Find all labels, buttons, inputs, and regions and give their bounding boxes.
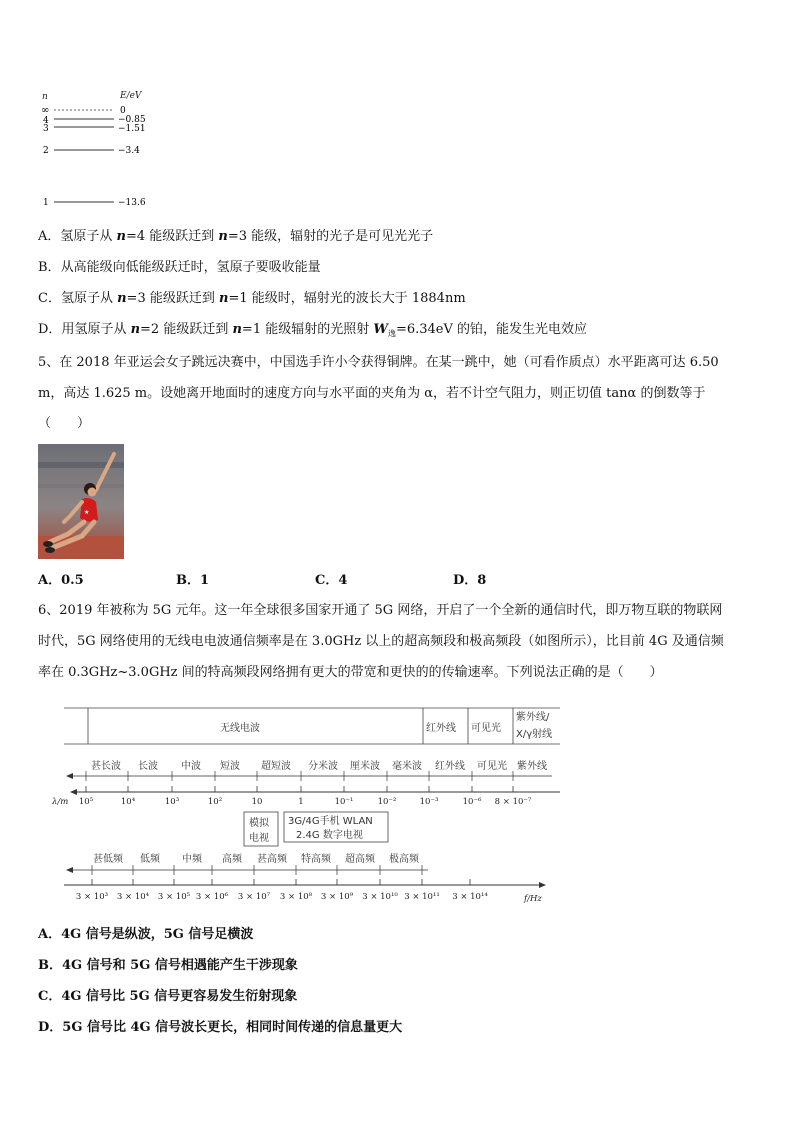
level-e-3: −1.51	[118, 124, 146, 134]
wave-band-label: 紫外线	[517, 761, 547, 772]
em-spectrum-diagram	[40, 700, 560, 905]
lambda-tick-label: 8 × 10⁻⁷	[494, 797, 532, 807]
q6-option-a[interactable]: A．4G 信号是纵波，5G 信号足横波	[38, 927, 254, 942]
lambda-tick-label: 10⁴	[120, 797, 136, 807]
band-visible: 可见光	[471, 723, 501, 734]
band-uv-2: X/γ射线	[516, 729, 553, 740]
wave-band-label: 分米波	[308, 761, 338, 772]
wave-band-label: 甚长波	[91, 761, 121, 772]
q6-option-d[interactable]: D．5G 信号比 4G 信号波长更长，相同时间传递的信息量更大	[38, 1020, 403, 1035]
wave-band-label: 长波	[138, 761, 158, 772]
q5-option-c[interactable]: C．4	[315, 573, 348, 588]
wave-band-label: 厘米波	[350, 761, 380, 772]
freq-band-labels	[66, 852, 428, 875]
long-jump-photo	[38, 444, 124, 559]
option-letter: C．	[38, 291, 61, 306]
freq-tick-label: 3 × 10⁷	[237, 892, 271, 902]
wave-band-label: 中波	[181, 761, 201, 772]
q6-line-1: 6、2019 年被称为 5G 元年。这一年全球很多国家开通了 5G 网络，开启了一个全新的通信时代，即万物互联的物联网	[38, 603, 723, 618]
freq-band-label: 超高频	[345, 854, 375, 865]
var-n: n	[117, 291, 127, 306]
q5-line-1: 5、在 2018 年亚运会女子跳远决赛中，中国选手许小令获得铜牌。在某一跳中，她（可看作质点）水平距离可达 6.50	[38, 355, 719, 370]
freq-tick-label: 3 × 10⁹	[320, 892, 354, 902]
wave-band-label: 短波	[220, 761, 240, 772]
energy-level-svg	[36, 86, 176, 210]
freq-band-label: 低频	[140, 854, 160, 865]
option-text: 用氢原子从	[61, 322, 131, 337]
level-n-4: 4	[43, 116, 49, 126]
option-text: =3 能级，辐射的光子是可见光光子	[227, 229, 434, 244]
option-text: =4 能级跃迁到	[125, 229, 219, 244]
lambda-tick-label: 1	[298, 797, 304, 807]
q4-option-b[interactable]	[38, 260, 321, 276]
wave-band-label: 超短波	[261, 761, 291, 772]
lambda-tick-label: 10⁻²	[377, 797, 397, 807]
var-n: n	[218, 229, 228, 244]
wave-band-label: 红外线	[435, 761, 465, 772]
q5-line-2: m，高达 1.625 m。设她离开地面时的速度方向与水平面的夹角为 α，若不计空气阻力，则正切值 tanα 的倒数等于	[38, 386, 706, 401]
q4-option-a[interactable]	[38, 229, 433, 245]
lambda-tick-label: 10³	[164, 797, 180, 807]
option-text: 氢原子从	[60, 291, 118, 306]
freq-tick-label: 3 × 10⁸	[279, 892, 313, 902]
q5-option-d[interactable]: D．8	[453, 573, 487, 588]
level-n-2: 2	[43, 146, 49, 156]
freq-axis-label: f/Hz	[524, 894, 542, 904]
option-text: =1 能级时，辐射光的波长大于 1884nm	[228, 291, 466, 306]
q5-line-3: （ ）	[38, 416, 91, 431]
q5-option-a[interactable]: A．0.5	[38, 573, 84, 588]
svg-text:★: ★	[84, 509, 90, 516]
freq-tick-label: 3 × 10¹¹	[404, 892, 440, 902]
freq-band-label: 甚低频	[93, 854, 123, 865]
freq-band-label: 甚高频	[257, 854, 287, 865]
energy-axis-label: E/eV	[120, 91, 142, 101]
option-letter: B．	[38, 260, 61, 275]
option-letter: D．	[38, 322, 62, 337]
band-infrared: 红外线	[426, 723, 456, 734]
freq-band-label: 中频	[182, 854, 202, 865]
var-w: W	[373, 322, 388, 337]
freq-ticks	[76, 879, 488, 902]
q6-line-3: 率在 0.3GHz~3.0GHz 间的特高频段网络拥有更大的带宽和更快的的传输速率。下列说法正确的是（ ）	[38, 665, 663, 680]
var-n: n	[116, 229, 126, 244]
level-n-inf: ∞	[41, 105, 50, 116]
q6-option-c[interactable]: C．4G 信号比 5G 信号更容易发生衍射现象	[38, 989, 298, 1004]
q4-option-c[interactable]	[38, 291, 466, 307]
freq-band-label: 特高频	[301, 854, 331, 865]
lambda-tick-label: 10⁻⁶	[462, 797, 482, 807]
q6-option-b[interactable]: B．4G 信号和 5G 信号相遇能产生干涉现象	[38, 958, 298, 973]
lambda-tick-label: 10⁻³	[419, 797, 439, 807]
box-analog-tv-1: 模拟	[249, 818, 269, 829]
option-letter: A．	[38, 229, 61, 244]
level-n-1: 1	[43, 198, 49, 208]
freq-tick-label: 3 × 10¹⁴	[452, 892, 488, 902]
freq-band-label: 极高频	[389, 854, 419, 865]
em-spectrum-svg	[40, 700, 560, 905]
option-text: 氢原子从	[60, 229, 117, 244]
freq-tick-label: 3 × 10⁶	[195, 892, 229, 902]
lambda-tick-label: 10⁻¹	[334, 797, 354, 807]
level-e-1: −13.6	[118, 198, 146, 208]
lambda-tick-label: 10	[251, 797, 263, 807]
freq-tick-label: 3 × 10⁵	[157, 892, 191, 902]
wave-band-label: 毫米波	[392, 761, 422, 772]
box-mobile-2: 2.4G 数字电视	[296, 830, 363, 841]
option-text: =3 能级跃迁到	[126, 291, 219, 306]
level-e-inf: 0	[120, 106, 126, 116]
level-n-3: 3	[43, 124, 49, 134]
band-uv-1: 紫外线/	[516, 712, 550, 723]
option-text: =1 能级辐射的光照射	[241, 322, 374, 337]
box-mobile-1: 3G/4G手机 WLAN	[288, 816, 373, 827]
subscript: 逸	[387, 329, 396, 338]
freq-band-label: 高频	[222, 854, 242, 865]
n-axis-label: n	[42, 92, 48, 102]
var-n: n	[218, 291, 229, 306]
q5-option-b[interactable]: B．1	[176, 573, 210, 588]
long-jump-photo-svg	[38, 444, 124, 559]
level-e-2: −3.4	[118, 146, 140, 156]
lambda-tick-label: 10²	[207, 797, 223, 807]
lambda-tick-label: 10⁵	[78, 797, 94, 807]
freq-tick-label: 3 × 10¹⁰	[362, 892, 398, 902]
var-n: n	[232, 322, 242, 337]
freq-tick-label: 3 × 10³	[75, 892, 109, 902]
option-text: =6.34eV 的铂，能发生光电效应	[395, 322, 588, 337]
wave-band-label: 可见光	[477, 761, 507, 772]
option-text: 从高能级向低能级跃迁时，氢原子要吸收能量	[60, 260, 321, 275]
band-radio: 无线电波	[220, 723, 260, 734]
q4-option-d[interactable]	[38, 322, 587, 342]
freq-tick-label: 3 × 10⁴	[116, 892, 150, 902]
q6-line-2: 时代，5G 网络使用的无线电电波通信频率是在 3.0GHz 以上的超高频段和极高频段（如图所示），比目前 4G 及通信频	[38, 634, 724, 649]
option-text: =2 能级跃迁到	[140, 322, 233, 337]
energy-level-diagram	[36, 86, 176, 210]
lambda-ticks	[79, 786, 532, 807]
box-analog-tv-2: 电视	[249, 833, 269, 844]
level-e-4: −0.85	[118, 115, 146, 125]
lambda-axis-label: λ/m	[52, 797, 69, 807]
var-n: n	[130, 322, 141, 337]
wave-band-labels	[66, 759, 552, 781]
